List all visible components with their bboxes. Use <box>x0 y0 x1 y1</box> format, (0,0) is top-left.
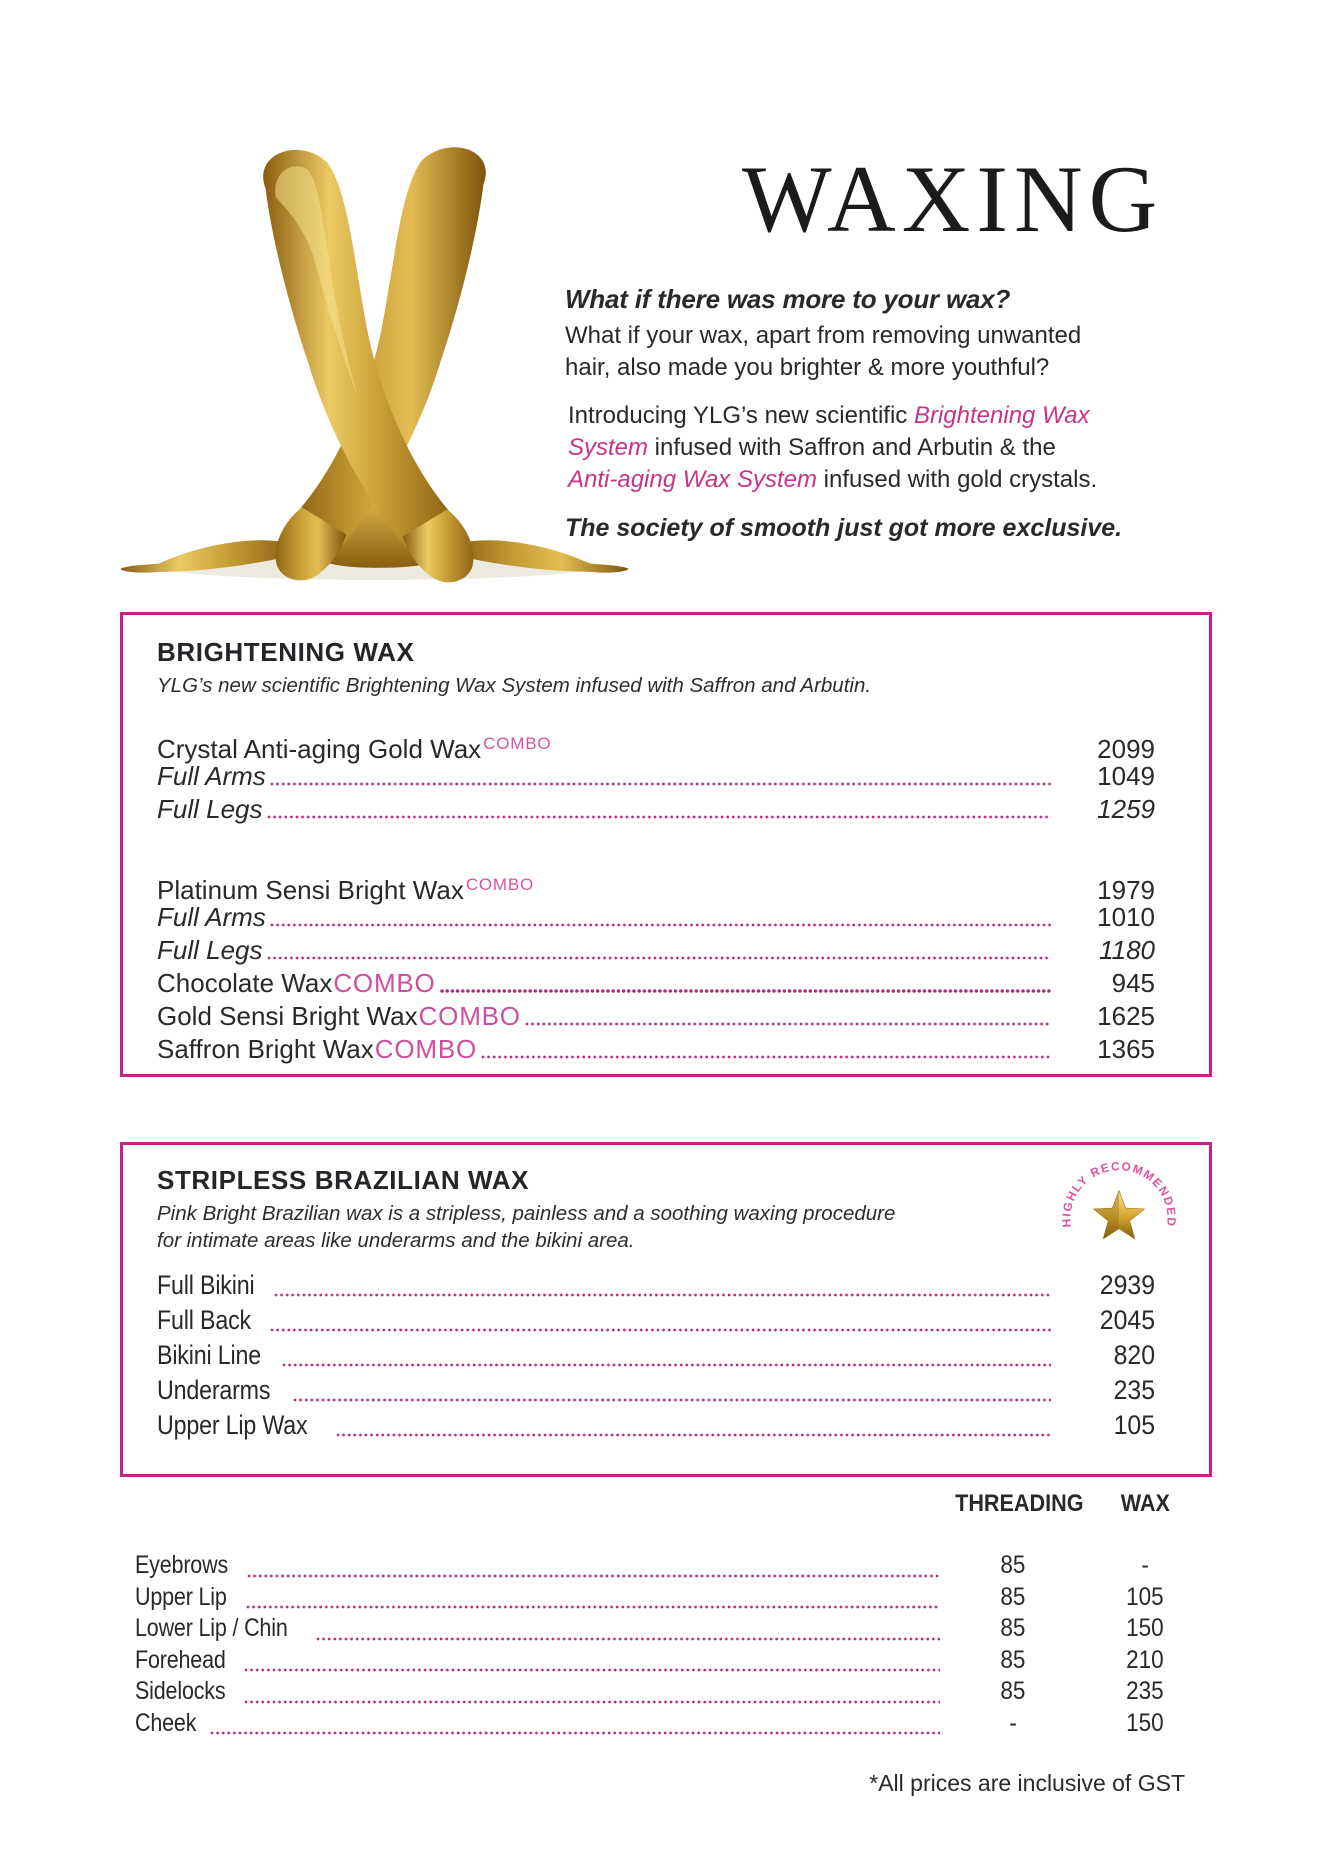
dotted-leader <box>316 1637 940 1641</box>
item-cell <box>135 1645 948 1677</box>
highly-recommended-badge <box>1057 1147 1181 1271</box>
price-value <box>1059 1408 1155 1443</box>
dotted-leader <box>274 1293 1051 1297</box>
price-row <box>157 868 1155 905</box>
gold-legs-image <box>112 96 637 590</box>
item-label <box>157 1373 289 1408</box>
item-label <box>157 1338 278 1373</box>
gst-footnote: *All prices are inclusive of GST <box>869 1770 1185 1796</box>
section-subtitle: YLG’s new scientific Brightening Wax System infused with Saffron and Arbutin. <box>157 674 872 697</box>
price-row <box>157 727 1155 764</box>
value: 85 <box>1000 1645 1026 1674</box>
price-value <box>1059 1268 1155 1303</box>
price-number: 235 <box>1113 1375 1155 1405</box>
page-title: WAXING <box>742 145 1164 252</box>
item-label <box>157 1408 332 1443</box>
intro-line <box>568 464 1097 496</box>
price-row <box>157 1408 1155 1443</box>
price-value: 1010 <box>1097 902 1155 932</box>
wax-price <box>1078 1550 1212 1582</box>
wax-column-header: WAX <box>1120 1490 1170 1517</box>
threading-price <box>948 1613 1078 1645</box>
intro-heading: What if there was more to your wax? <box>565 284 1011 314</box>
value: 150 <box>1126 1614 1164 1642</box>
price-row <box>157 793 1155 826</box>
wax-price <box>1078 1645 1212 1677</box>
value: 85 <box>1000 1614 1026 1642</box>
value: - <box>1009 1708 1017 1737</box>
section-title: BRIGHTENING WAX <box>157 637 415 667</box>
dotted-leader <box>440 989 1051 993</box>
intro-text: infused with Saffron and Arbutin & the <box>648 434 1056 461</box>
price-value <box>1059 1338 1155 1373</box>
item-name: Forehead <box>135 1645 226 1674</box>
threading-price <box>948 1708 1078 1740</box>
dotted-leader <box>267 815 1052 819</box>
subtitle-line: for intimate areas like underarms and the bikini area. <box>157 1229 635 1252</box>
price-number: 820 <box>1113 1340 1155 1370</box>
item-label <box>157 967 436 1000</box>
threading-price <box>948 1550 1078 1582</box>
price-value <box>1059 1303 1155 1338</box>
item-cell <box>135 1582 948 1614</box>
threading-price <box>948 1676 1078 1708</box>
price-row <box>157 1268 1155 1303</box>
item-cell <box>135 1613 948 1645</box>
intro-body-line: What if your wax, apart from removing unwanted <box>565 322 1082 349</box>
price-value: 945 <box>1111 968 1155 998</box>
dotted-leader <box>246 1605 940 1609</box>
item-label <box>157 934 263 967</box>
dotted-leader <box>244 1668 940 1672</box>
threading-price <box>948 1645 1078 1677</box>
value: 85 <box>1000 1582 1026 1611</box>
threading-section <box>135 1490 1212 1739</box>
dotted-leader <box>267 956 1052 960</box>
tagline: The society of smooth just got more exclusive. <box>565 514 1123 542</box>
wax-price <box>1078 1676 1212 1708</box>
threading-row <box>135 1676 1212 1708</box>
threading-row <box>135 1582 1212 1614</box>
price-value: 1180 <box>1099 935 1155 965</box>
item-name: Crystal Anti-aging Gold Wax <box>157 734 482 764</box>
value: 85 <box>1000 1551 1026 1579</box>
table-header <box>135 1490 1212 1518</box>
intro-line <box>568 400 1097 432</box>
item-name: Full Arms <box>157 902 266 932</box>
price-value <box>1059 1373 1155 1408</box>
wax-price <box>1078 1582 1212 1614</box>
price-row <box>157 1373 1155 1408</box>
highlighted-phrase: System <box>568 434 649 461</box>
wax-price <box>1078 1613 1212 1645</box>
price-number: 105 <box>1113 1410 1155 1440</box>
value: 210 <box>1126 1645 1164 1674</box>
dotted-leader <box>282 1363 1051 1367</box>
gold-legs-art <box>112 96 637 590</box>
price-value: 2099 <box>1097 734 1155 764</box>
price-value: 1625 <box>1097 1001 1155 1031</box>
price-row <box>157 1338 1155 1373</box>
dotted-leader <box>210 1731 940 1735</box>
badge-art <box>1057 1147 1181 1271</box>
price-value: 1365 <box>1097 1034 1155 1064</box>
dotted-leader <box>270 923 1051 927</box>
price-row <box>157 1000 1155 1033</box>
item-name: Platinum Sensi Bright Wax <box>157 875 464 905</box>
section-subtitle <box>157 1200 1155 1254</box>
star-shading <box>1093 1190 1119 1239</box>
item-name: Upper Lip <box>135 1582 227 1611</box>
item-name: Bikini Line <box>157 1340 261 1370</box>
price-list <box>157 727 1155 1066</box>
item-name: Full Legs <box>157 794 263 824</box>
dotted-leader <box>270 1328 1051 1332</box>
dotted-leader <box>481 1055 1051 1059</box>
subtitle-line: Pink Bright Brazilian wax is a stripless, painless and a soothing waxing procedure <box>157 1202 896 1225</box>
item-name: Underarms <box>157 1375 271 1405</box>
value: - <box>1141 1551 1149 1579</box>
item-name: Full Bikini <box>157 1270 255 1300</box>
dotted-leader <box>244 1700 940 1704</box>
highlighted-phrase: Brightening Wax <box>913 402 1090 429</box>
item-name: Full Back <box>157 1305 251 1335</box>
price-row <box>157 967 1155 1000</box>
item-name: Sidelocks <box>135 1677 226 1705</box>
header-spacer <box>135 1490 948 1518</box>
intro-text: infused with gold crystals. <box>817 466 1098 493</box>
dotted-leader <box>270 782 1051 786</box>
combo-tag: COMBO <box>465 875 535 894</box>
intro-paragraph <box>568 400 1097 496</box>
threading-row <box>135 1645 1212 1677</box>
badge-arc-text: HIGHLY RECOMMENDED <box>1059 1159 1179 1228</box>
item-name: Gold Sensi Bright Wax <box>157 1001 418 1031</box>
item-name: Saffron Bright Wax <box>157 1034 374 1064</box>
price-value: 1049 <box>1097 761 1155 791</box>
combo-tag: COMBO <box>483 734 552 753</box>
item-label <box>157 1268 270 1303</box>
dotted-leader <box>247 1574 940 1578</box>
item-label <box>157 793 263 826</box>
dotted-leader <box>525 1022 1051 1026</box>
threading-column-header: THREADING <box>955 1490 1084 1517</box>
item-name: Cheek <box>135 1708 197 1737</box>
price-number: 2939 <box>1099 1270 1155 1300</box>
item-name: Full Legs <box>157 935 263 965</box>
item-name: Full Arms <box>157 761 266 791</box>
brazilian-wax-section <box>120 1142 1212 1477</box>
section-title: STRIPLESS BRAZILIAN WAX <box>157 1165 530 1195</box>
item-label <box>157 1033 477 1066</box>
intro-body-line: hair, also made you brighter & more youthful? <box>565 354 1050 381</box>
brightening-wax-section <box>120 612 1212 1077</box>
price-value: 1979 <box>1097 875 1155 905</box>
item-name: Chocolate Wax <box>157 968 333 998</box>
item-cell <box>135 1708 948 1740</box>
threading-row <box>135 1708 1212 1740</box>
combo-tag: COMBO <box>333 968 436 998</box>
item-label <box>157 1303 266 1338</box>
item-cell <box>135 1550 948 1582</box>
threading-price <box>948 1582 1078 1614</box>
item-name: Eyebrows <box>135 1551 229 1579</box>
price-row <box>157 934 1155 967</box>
threading-rows <box>135 1550 1212 1739</box>
item-name: Upper Lip Wax <box>157 1410 308 1440</box>
combo-tag: COMBO <box>418 1001 521 1031</box>
item-label <box>157 760 266 793</box>
threading-row <box>135 1550 1212 1582</box>
price-list <box>157 1268 1155 1443</box>
combo-tag: COMBO <box>374 1034 477 1064</box>
item-label <box>157 1000 521 1033</box>
item-label <box>157 901 266 934</box>
price-value: 1259 <box>1097 794 1155 824</box>
value: 150 <box>1126 1708 1164 1737</box>
wax-price <box>1078 1708 1212 1740</box>
dotted-leader <box>293 1398 1051 1402</box>
highlighted-phrase: Anti-aging Wax System <box>568 466 817 493</box>
price-number: 2045 <box>1099 1305 1155 1335</box>
dotted-leader <box>336 1433 1051 1437</box>
value: 105 <box>1126 1582 1164 1611</box>
price-row <box>157 1033 1155 1066</box>
item-cell <box>135 1676 948 1708</box>
threading-row <box>135 1613 1212 1645</box>
intro-text: Introducing YLG’s new scientific <box>568 402 914 429</box>
value: 235 <box>1126 1677 1164 1705</box>
price-row <box>157 1303 1155 1338</box>
value: 85 <box>1000 1677 1026 1705</box>
intro-line <box>568 432 1097 464</box>
item-name: Lower Lip / Chin <box>135 1614 288 1642</box>
